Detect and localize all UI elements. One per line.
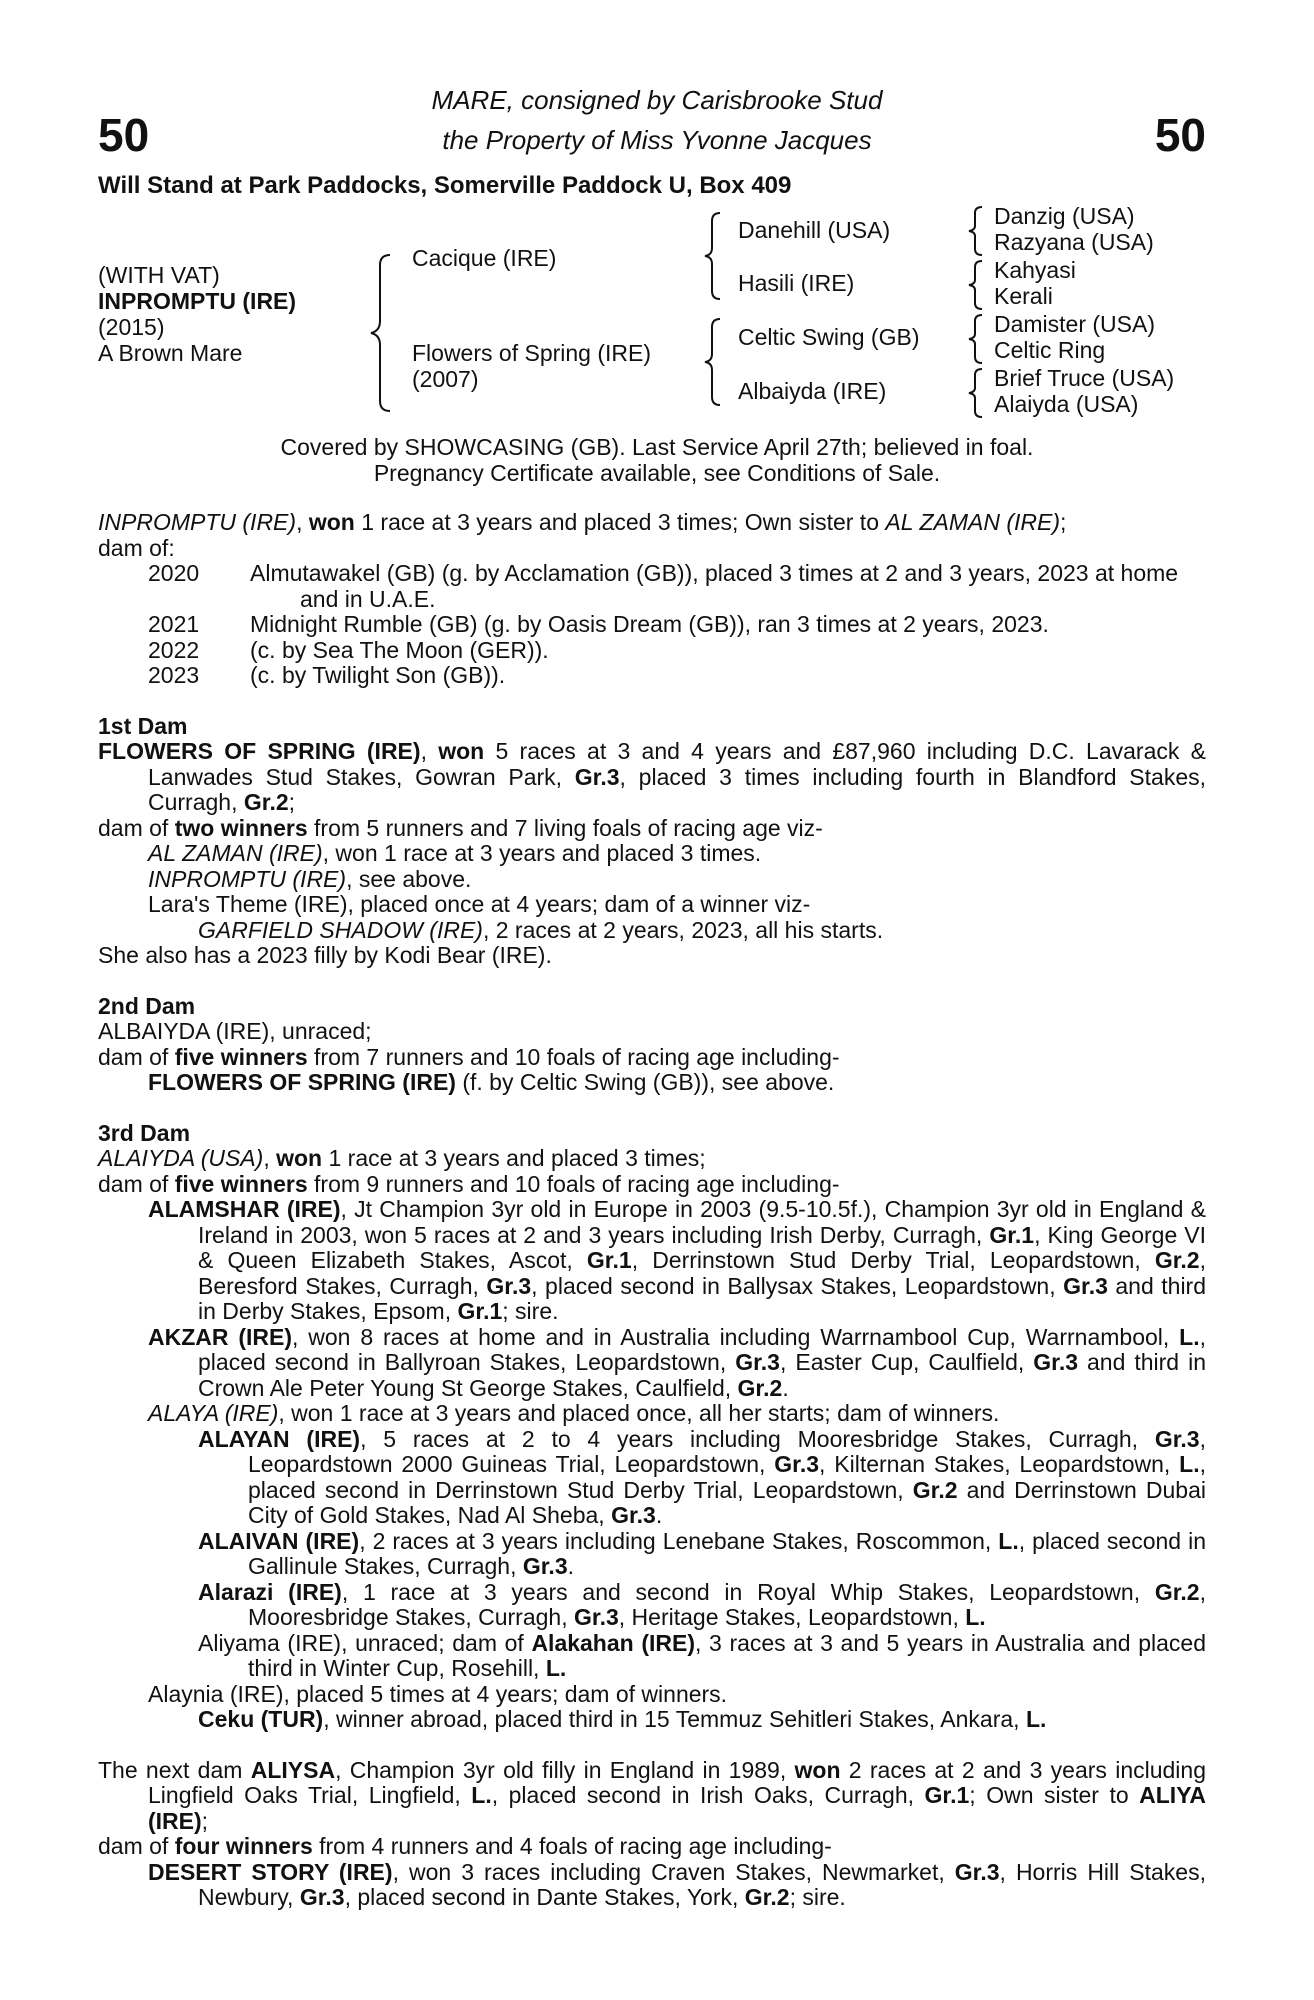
- record-text: , placed second in Gallinule Stakes, Curragh,: [248, 1527, 1206, 1579]
- sire-sire: Danehill (USA): [738, 217, 891, 243]
- foal-text: (c. by Twilight Son (GB)).: [250, 662, 506, 688]
- vat-note: (WITH VAT): [98, 262, 220, 288]
- gen3-4: Kerali: [994, 283, 1053, 309]
- foal-year: 2021: [148, 611, 200, 637]
- next-dam-produce: [98, 1834, 1206, 1860]
- grade-label: L.: [1025, 1706, 1047, 1732]
- grade-label: Gr.3: [611, 1502, 656, 1528]
- produce-entry-alayan: [98, 1427, 1206, 1529]
- first-dam-name: FLOWERS OF SPRING (IRE): [98, 738, 421, 764]
- grade-label: Gr.3: [486, 1272, 532, 1299]
- foal-row: [98, 663, 1206, 689]
- grade-label: Gr.2: [243, 789, 289, 815]
- separator: ,: [420, 738, 439, 764]
- dam-brace: [702, 317, 724, 407]
- record-text: , placed second in Derrinstown Stud Derby Trial, Leopardstown,: [248, 1451, 1206, 1503]
- produce-text: (f. by Celtic Swing (GB)), see above.: [455, 1069, 835, 1095]
- produce-text: from 4 runners and 4 foals of racing age including-: [312, 1833, 832, 1859]
- grade-label: Gr.3: [1063, 1272, 1108, 1299]
- record-text: , placed second in Dante Stakes, York,: [344, 1884, 745, 1910]
- gen3-1: Danzig (USA): [994, 203, 1135, 229]
- foal-text: Almutawakel (GB) (g. by Acclamation (GB)), placed 3 times at 2 and 3 years, 2023 at home and in U.A.E.: [250, 560, 1179, 612]
- produce-entry-ceku: [98, 1707, 1206, 1733]
- intro-paragraph: [98, 510, 1206, 536]
- record-text: , 1 race at 3 years and second in Royal Whip Stakes, Leopardstown,: [341, 1578, 1155, 1605]
- won-label: won: [276, 1145, 323, 1171]
- produce-name: Alarazi (IRE): [198, 1578, 342, 1605]
- gen3-brace-3: [966, 313, 986, 365]
- produce-text: , 2 races at 2 years, 2023, all his starts.: [482, 916, 884, 943]
- grade-label: L.: [545, 1655, 567, 1681]
- record-text: , won 3 races including Craven Stakes, Newmarket,: [392, 1858, 955, 1885]
- produce-entry: [98, 918, 1206, 944]
- grade-label: Gr.3: [574, 1604, 619, 1630]
- produce-entry-alaya: [98, 1401, 1206, 1427]
- also-note: She also has a 2023 filly by Kodi Bear (IRE).: [98, 942, 552, 968]
- intro-text-end: ;: [1060, 509, 1067, 535]
- record-text: , Champion 3yr old filly in England in 1989,: [335, 1756, 795, 1783]
- grade-label: Gr.2: [1154, 1247, 1200, 1273]
- third-dam-heading: 3rd Dam: [98, 1119, 191, 1146]
- separator: ,: [296, 509, 309, 535]
- record-text: 1 race at 3 years and placed 3 times;: [322, 1145, 706, 1171]
- grade-label: Gr.1: [989, 1221, 1035, 1248]
- grade-label: Gr.1: [586, 1247, 632, 1273]
- horse-name: INPROMPTU (IRE): [98, 288, 297, 314]
- gen3-2: Razyana (USA): [994, 229, 1154, 255]
- record-text: The next dam: [98, 1756, 251, 1783]
- produce-name: INPROMPTU (IRE): [148, 865, 347, 892]
- record-text: , Kilternan Stakes, Leopardstown,: [819, 1451, 1180, 1477]
- first-dam-record: [98, 739, 1206, 816]
- grade-label: Gr.2: [744, 1884, 790, 1910]
- grade-label: Gr.3: [735, 1349, 780, 1375]
- dam-year: (2007): [412, 366, 479, 392]
- record-text: and third in Derby Stakes, Epsom,: [198, 1272, 1207, 1324]
- spacer: [98, 1733, 1206, 1758]
- gen3-brace-2: [966, 259, 986, 311]
- grade-label: Gr.3: [574, 763, 620, 790]
- record-text: , winner abroad, placed third in 15 Temmuz Sehitleri Stakes, Ankara,: [323, 1706, 1026, 1732]
- separator: ,: [263, 1145, 277, 1171]
- horse-description: A Brown Mare: [98, 340, 243, 366]
- record-text: , Mooresbridge Stakes, Curragh,: [248, 1578, 1206, 1630]
- gen3-brace-4: [966, 367, 986, 419]
- foal-year: 2022: [148, 636, 200, 663]
- produce-name: GARFIELD SHADOW (IRE): [198, 916, 483, 943]
- gen3-5: Damister (USA): [994, 311, 1156, 337]
- won-label: won: [794, 1756, 841, 1783]
- record-text: , 2 races at 3 years including Lenebane Stakes, Roscommon,: [359, 1527, 999, 1554]
- record-text: .: [567, 1553, 575, 1579]
- third-dam-produce: [98, 1172, 1206, 1198]
- record-text: ; sire.: [502, 1298, 559, 1324]
- gen3-brace-1: [966, 205, 986, 257]
- produce-entry-aliyama: [98, 1631, 1206, 1682]
- gen3-7: Brief Truce (USA): [994, 365, 1175, 391]
- record-text: ; sire.: [789, 1884, 846, 1910]
- produce-name: Alakahan (IRE): [531, 1629, 695, 1656]
- record-text: ; Own sister to: [969, 1782, 1140, 1808]
- second-dam-heading: 2nd Dam: [98, 992, 196, 1019]
- horse-name-ref: INPROMPTU (IRE): [98, 509, 297, 535]
- grade-label: Gr.3: [1154, 1425, 1200, 1452]
- sister-name: ALIYA (IRE): [148, 1782, 1207, 1834]
- produce-name: Ceku (TUR): [198, 1706, 324, 1732]
- record-text: , placed second in Irish Oaks, Curragh,: [491, 1782, 925, 1808]
- produce-entry-akzar: [98, 1325, 1206, 1402]
- first-dam-heading: 1st Dam: [98, 712, 188, 739]
- third-dam-name: ALAIYDA (USA): [98, 1145, 264, 1171]
- record-text: 2 races at 2 and 3 years including Lingfield Oaks Trial, Lingfield,: [148, 1756, 1206, 1808]
- second-dam-name: ALBAIYDA (IRE), unraced;: [98, 1018, 372, 1044]
- foal-text: Midnight Rumble (GB) (g. by Oasis Dream (GB)), ran 3 times at 2 years, 2023.: [250, 611, 1049, 637]
- covered-line-2: Pregnancy Certificate available, see Conditions of Sale.: [373, 460, 941, 486]
- produce-entry: Lara's Theme (IRE), placed once at 4 years; dam of a winner viz-: [148, 891, 811, 917]
- produce-text: dam of: [98, 814, 175, 841]
- winners-count: five winners: [174, 1170, 308, 1197]
- produce-text: from 9 runners and 10 foals of racing age including-: [307, 1170, 840, 1197]
- won-label: won: [438, 738, 485, 764]
- record-text: , won 1 race at 3 years and placed once, all her starts; dam of winners.: [278, 1400, 1000, 1426]
- lot-number-left: 50: [98, 109, 150, 161]
- foal-row: [98, 612, 1206, 638]
- record-text: , King George VI & Queen Elizabeth Stakes, Ascot,: [198, 1221, 1206, 1273]
- grade-label: Gr.2: [1154, 1578, 1200, 1605]
- record-text: Aliyama (IRE), unraced; dam of: [198, 1629, 532, 1656]
- grade-label: Gr.2: [912, 1476, 958, 1503]
- grade-label: Gr.2: [737, 1374, 783, 1401]
- produce-entry: [98, 841, 1206, 867]
- grade-label: Gr.3: [774, 1451, 820, 1477]
- gen3-6: Celtic Ring: [994, 337, 1106, 363]
- foal-year: 2020: [148, 560, 200, 586]
- pedigree-body: [98, 510, 1206, 1911]
- won-label: won: [308, 509, 355, 535]
- grade-label: Gr.3: [299, 1884, 345, 1910]
- grade-label: L.: [998, 1527, 1019, 1554]
- produce-name: DESERT STORY (IRE): [148, 1858, 393, 1885]
- produce-entry-alamshar: [98, 1197, 1206, 1325]
- grade-label: L.: [965, 1604, 986, 1630]
- produce-entry-alaivan: [98, 1529, 1206, 1580]
- record-text: , placed second in Ballyroan Stakes, Leopardstown,: [198, 1323, 1206, 1375]
- consignment-line-1: MARE, consigned by Carisbrooke Stud: [431, 85, 883, 115]
- record-text: ;: [288, 789, 296, 815]
- record-text: and Derrinstown Dubai City of Gold Stakes, Nad Al Sheba,: [248, 1476, 1206, 1528]
- produce-text: from 7 runners and 10 foals of racing age including-: [307, 1043, 840, 1070]
- covered-note: [0, 434, 1314, 486]
- horse-year: (2015): [98, 314, 165, 340]
- main-brace: [368, 253, 396, 413]
- produce-text: from 5 runners and 7 living foals of racing age viz-: [307, 814, 823, 841]
- produce-name: ALAYA (IRE): [148, 1400, 279, 1426]
- produce-entry: [98, 867, 1206, 893]
- record-text: , 5 races at 2 to 4 years including Mooresbridge Stakes, Curragh,: [360, 1425, 1155, 1452]
- covered-line-1: Covered by SHOWCASING (GB). Last Service April 27th; believed in foal.: [280, 434, 1034, 460]
- winners-count: four winners: [174, 1833, 313, 1859]
- lot-number-right: 50: [1154, 109, 1206, 161]
- record-text: , Leopardstown 2000 Guineas Trial, Leopardstown,: [248, 1425, 1206, 1477]
- third-dam-record: [98, 1146, 1206, 1172]
- produce-entry-alaynia: Alaynia (IRE), placed 5 times at 4 years; dam of winners.: [148, 1680, 728, 1707]
- produce-entry-alarazi: [98, 1580, 1206, 1631]
- next-dam-record: [98, 1758, 1206, 1835]
- grade-label: L.: [471, 1782, 492, 1808]
- grade-label: Gr.1: [924, 1782, 970, 1808]
- record-text: , won 8 races at home and in Australia including Warrnambool Cup, Warrnambool,: [292, 1323, 1180, 1350]
- foal-text: (c. by Sea The Moon (GER)).: [250, 636, 549, 663]
- record-text: , Heritage Stakes, Leopardstown,: [618, 1604, 966, 1630]
- gen3-3: Kahyasi: [994, 257, 1076, 283]
- sire-dam: Hasili (IRE): [738, 270, 855, 296]
- intro-text: 1 race at 3 years and placed 3 times; Own sister to: [354, 509, 886, 535]
- first-dam-produce: [98, 816, 1206, 842]
- next-dam-name: ALIYSA: [250, 1756, 336, 1783]
- grade-label: Gr.1: [457, 1298, 503, 1324]
- produce-text: dam of: [98, 1833, 175, 1859]
- produce-name: AL ZAMAN (IRE): [148, 840, 323, 866]
- record-text: .: [782, 1374, 789, 1401]
- grade-label: Gr.3: [954, 1858, 1000, 1885]
- produce-name: FLOWERS OF SPRING (IRE): [148, 1069, 456, 1095]
- record-text: , Derrinstown Stud Derby Trial, Leopardstown,: [631, 1247, 1155, 1273]
- dam-dam: Albaiyda (IRE): [738, 378, 887, 404]
- foal-year: 2023: [148, 662, 200, 688]
- sire-brace: [702, 211, 724, 301]
- gen3-8: Alaiyda (USA): [994, 391, 1139, 417]
- record-text: 5 races at 3 and 4 years and £87,960 including D.C. Lavarack & Lanwades Stud Stakes, Gowran Park,: [148, 738, 1206, 790]
- grade-label: Gr.3: [1033, 1349, 1079, 1375]
- sire: Cacique (IRE): [412, 245, 557, 271]
- record-text: , Easter Cup, Caulfield,: [779, 1349, 1034, 1375]
- record-text: .: [655, 1502, 663, 1528]
- produce-text: , see above.: [346, 865, 472, 892]
- record-text: ;: [201, 1807, 209, 1834]
- stand-location: Will Stand at Park Paddocks, Somerville Paddock U, Box 409: [98, 172, 792, 199]
- produce-name: ALAIVAN (IRE): [198, 1527, 360, 1554]
- produce-entry: [98, 1070, 1206, 1096]
- dam-of-label: dam of:: [98, 534, 175, 561]
- produce-text: dam of: [98, 1170, 175, 1197]
- record-text: , placed 3 times including fourth in Blandford Stakes, Curragh,: [148, 763, 1206, 815]
- produce-name: ALAYAN (IRE): [198, 1425, 361, 1452]
- foal-row: [98, 561, 1206, 612]
- dam-sire: Celtic Swing (GB): [738, 324, 920, 350]
- consignment-line-2: the Property of Miss Yvonne Jacques: [442, 125, 872, 155]
- record-text: , Horris Hill Stakes, Newbury,: [198, 1858, 1206, 1910]
- record-text: , Jt Champion 3yr old in Europe in 2003 (9.5-10.5f.), Champion 3yr old in England & Ireland in 2003, won 5 races at 2 and 3 years including Irish Derby, Curragh,: [198, 1196, 1206, 1248]
- second-dam-produce: [98, 1045, 1206, 1071]
- record-text: and third in Crown Ale Peter Young St George Stakes, Caulfield,: [198, 1349, 1206, 1401]
- grade-label: L.: [1179, 1323, 1200, 1350]
- produce-name: AKZAR (IRE): [148, 1323, 293, 1350]
- grade-label: L.: [1179, 1451, 1200, 1477]
- record-text: , Beresford Stakes, Curragh,: [198, 1247, 1206, 1299]
- dam: Flowers of Spring (IRE): [412, 340, 652, 366]
- produce-text: dam of: [98, 1043, 175, 1070]
- pedigree-table: [0, 205, 1314, 430]
- foal-row: [98, 638, 1206, 664]
- grade-label: Gr.3: [522, 1553, 568, 1579]
- produce-text: , won 1 race at 3 years and placed 3 times.: [322, 840, 762, 866]
- produce-name: ALAMSHAR (IRE): [148, 1196, 341, 1222]
- winners-count: five winners: [174, 1043, 308, 1070]
- winners-count: two winners: [174, 814, 308, 841]
- record-text: , placed second in Ballysax Stakes, Leopardstown,: [531, 1272, 1064, 1299]
- sister-name: AL ZAMAN (IRE): [885, 509, 1061, 535]
- record-text: , 3 races at 3 and 5 years in Australia and placed third in Winter Cup, Rosehill,: [248, 1629, 1206, 1681]
- produce-entry-desert-story: [98, 1860, 1206, 1911]
